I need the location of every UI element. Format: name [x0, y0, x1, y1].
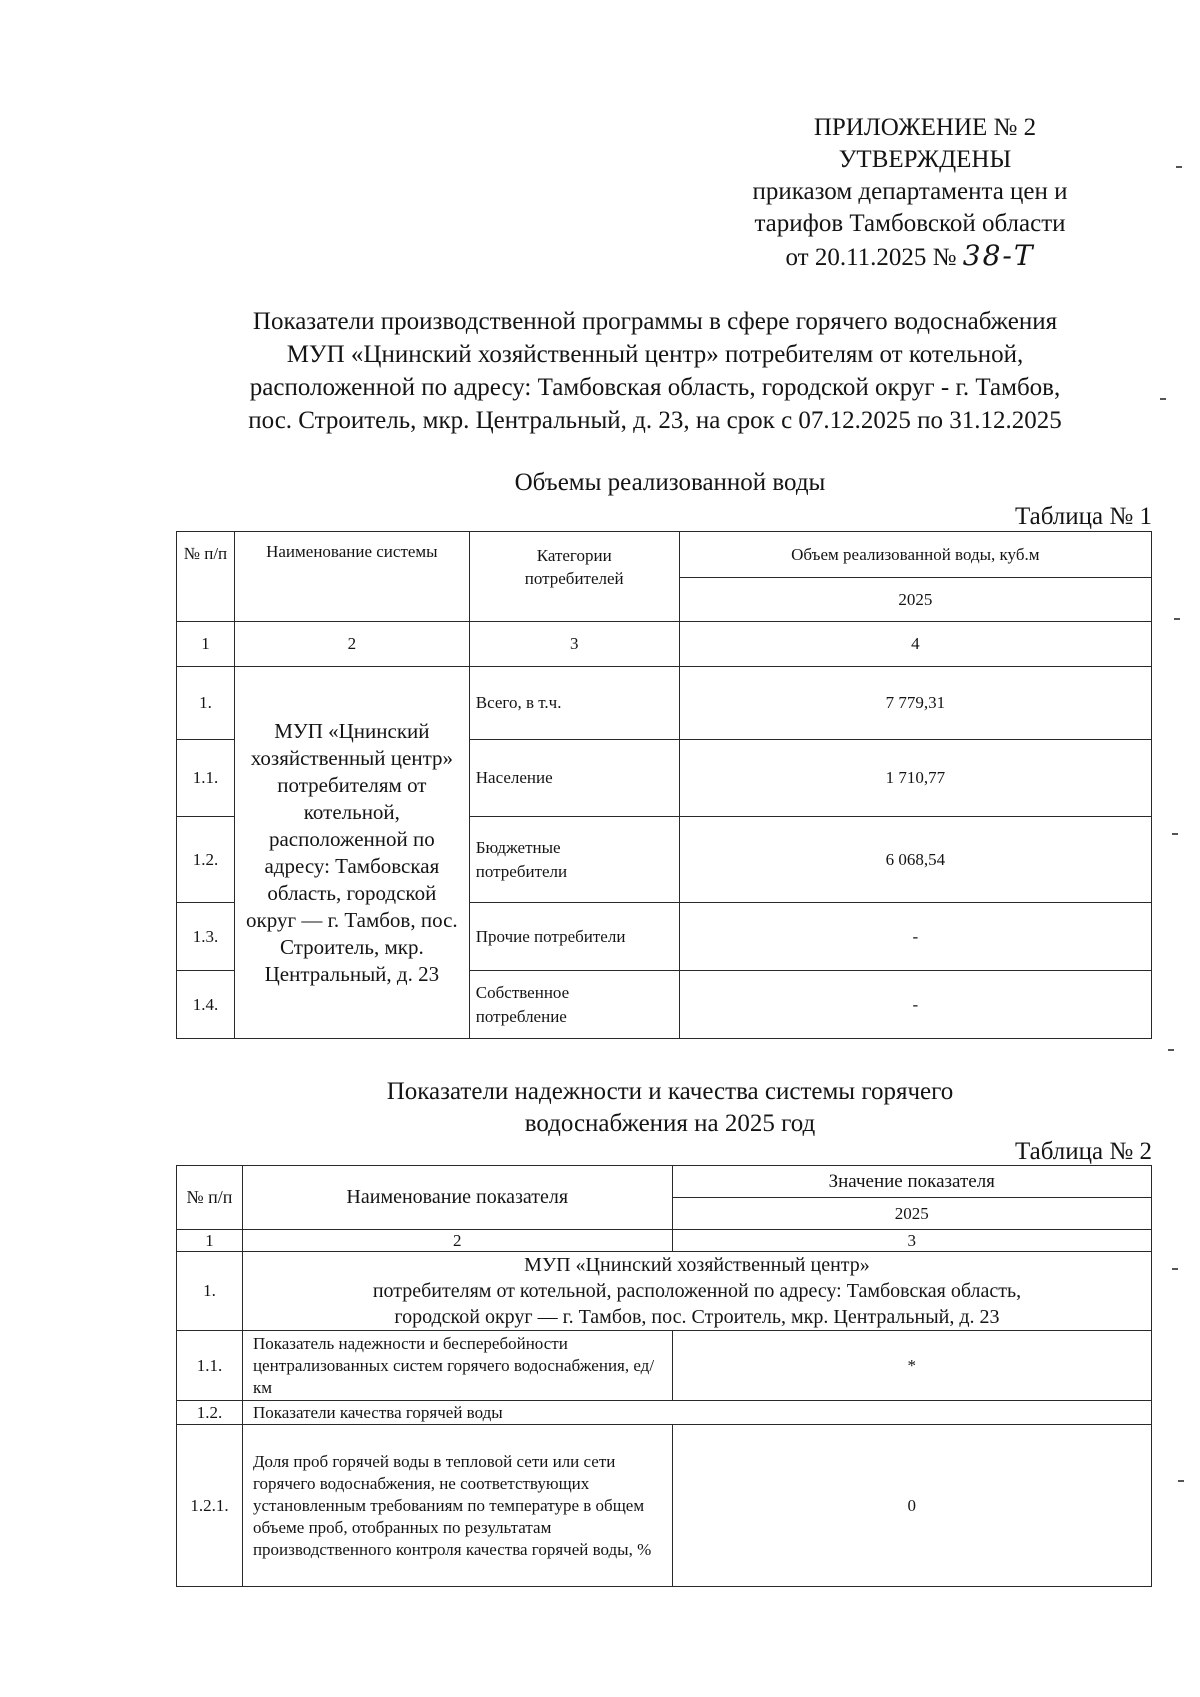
scan-speck: [1168, 1049, 1174, 1051]
scan-speck: [1178, 1480, 1184, 1482]
table2-section-title: [310, 1076, 1030, 1140]
scan-speck: [1176, 166, 1182, 168]
table2-title-line-1: Показатели надежности и качества системы горячего: [386, 1078, 954, 1105]
sold-water-volume-table: [176, 531, 1152, 1039]
row-num: 1.: [177, 1252, 243, 1331]
row-num: 1.1.: [177, 740, 235, 817]
header-indicator: Наименование показателя: [242, 1166, 672, 1230]
row-value: 7 779,31: [679, 667, 1151, 740]
col-number-4: 4: [679, 622, 1151, 667]
header-categories: Категории потребителей: [469, 532, 679, 622]
header-value: Значение показателя: [672, 1166, 1151, 1198]
org-line-1: МУП «Цнинский хозяйственный центр»: [524, 1254, 870, 1276]
row-label: Доля проб горячей воды в тепловой сети или сети горячего водоснабжения, не соответствующих установленным требованиям по температуре в общем объеме проб, отобранных по результатам производственного контроля качества горячей воды, %: [242, 1425, 672, 1587]
col-number-2: 2: [242, 1230, 672, 1252]
row-value: 1 710,77: [679, 740, 1151, 817]
row-num: 1.2.1.: [177, 1425, 243, 1587]
appendix-label: ПРИЛОЖЕНИЕ № 2: [813, 114, 1037, 141]
header-num: № п/п: [177, 1166, 243, 1230]
header-year: 2025: [672, 1198, 1151, 1230]
row-value: -: [679, 971, 1151, 1039]
row-label: Показатель надежности и бесперебойности централизованных систем горячего водоснабжения, ед/км: [242, 1331, 672, 1401]
document-title: [175, 305, 1135, 437]
row-num: 1.3.: [177, 903, 235, 971]
row-category: Бюджетные потребители: [469, 817, 679, 903]
header-year: 2025: [679, 578, 1151, 622]
row-value: 6 068,54: [679, 817, 1151, 903]
order-line-2: тарифов Тамбовской области: [754, 210, 1066, 237]
org-line-2: потребителям от котельной, расположенной по адресу: Тамбовская область,: [372, 1280, 1022, 1302]
row-value: -: [679, 903, 1151, 971]
col-number-1: 1: [177, 1230, 243, 1252]
col-number-1: 1: [177, 622, 235, 667]
row-category: Прочие потребители: [469, 903, 679, 971]
table2-title-line-2: водоснабжения на 2025 год: [524, 1110, 816, 1137]
order-date-line: [720, 240, 1100, 274]
scan-speck: [1160, 398, 1166, 400]
table1-caption: Таблица № 1: [1014, 503, 1152, 530]
col-number-3: 3: [672, 1230, 1151, 1252]
system-name: МУП «Цнинский хозяйственный центр» потребителям от котельной, расположенной по адресу: Тамбовская область, городской округ — г. Тамбов, пос. Строитель, мкр. Центральный, д. 23: [234, 667, 469, 1039]
row-num: 1.4.: [177, 971, 235, 1039]
org-line-3: городской округ — г. Тамбов, пос. Строитель, мкр. Центральный, д. 23: [394, 1306, 1000, 1328]
row-num: 1.1.: [177, 1331, 243, 1401]
header-system: Наименование системы: [234, 532, 469, 622]
scan-speck: [1174, 618, 1180, 620]
header-volume: Объем реализованной воды, куб.м: [679, 532, 1151, 578]
row-num: 1.: [177, 667, 235, 740]
title-line-1: Показатели производственной программы в сфере горячего водоснабжения: [252, 308, 1058, 335]
row-category: Собственное потребление: [469, 971, 679, 1039]
reliability-quality-table: [176, 1165, 1152, 1587]
table2-caption: Таблица № 2: [1014, 1138, 1152, 1165]
scan-speck: [1172, 833, 1178, 835]
organization-cell: [242, 1252, 1151, 1331]
approved-label: УТВЕРЖДЕНЫ: [838, 146, 1012, 173]
header-num: № п/п: [177, 532, 235, 622]
col-number-3: 3: [469, 622, 679, 667]
handwritten-order-number: 38-Т: [962, 239, 1035, 272]
title-line-2: МУП «Цнинский хозяйственный центр» потребителям от котельной,: [286, 341, 1024, 368]
order-date: от 20.11.2025 №: [785, 244, 957, 271]
row-category: Население: [469, 740, 679, 817]
col-number-2: 2: [234, 622, 469, 667]
row-label: Показатели качества горячей воды: [242, 1401, 1151, 1425]
row-category: Всего, в т.ч.: [469, 667, 679, 740]
approval-header: [720, 112, 1100, 274]
title-line-3: расположенной по адресу: Тамбовская область, городской округ - г. Тамбов,: [249, 374, 1061, 401]
scan-speck: [1172, 1268, 1178, 1270]
row-num: 1.2.: [177, 817, 235, 903]
row-num: 1.2.: [177, 1401, 243, 1425]
row-value: 0: [672, 1425, 1151, 1587]
order-line-1: приказом департамента цен и: [752, 178, 1068, 205]
row-value: *: [672, 1331, 1151, 1401]
title-line-4: пос. Строитель, мкр. Центральный, д. 23, на срок с 07.12.2025 по 31.12.2025: [248, 407, 1062, 434]
table1-section-title: Объемы реализованной воды: [514, 469, 826, 496]
